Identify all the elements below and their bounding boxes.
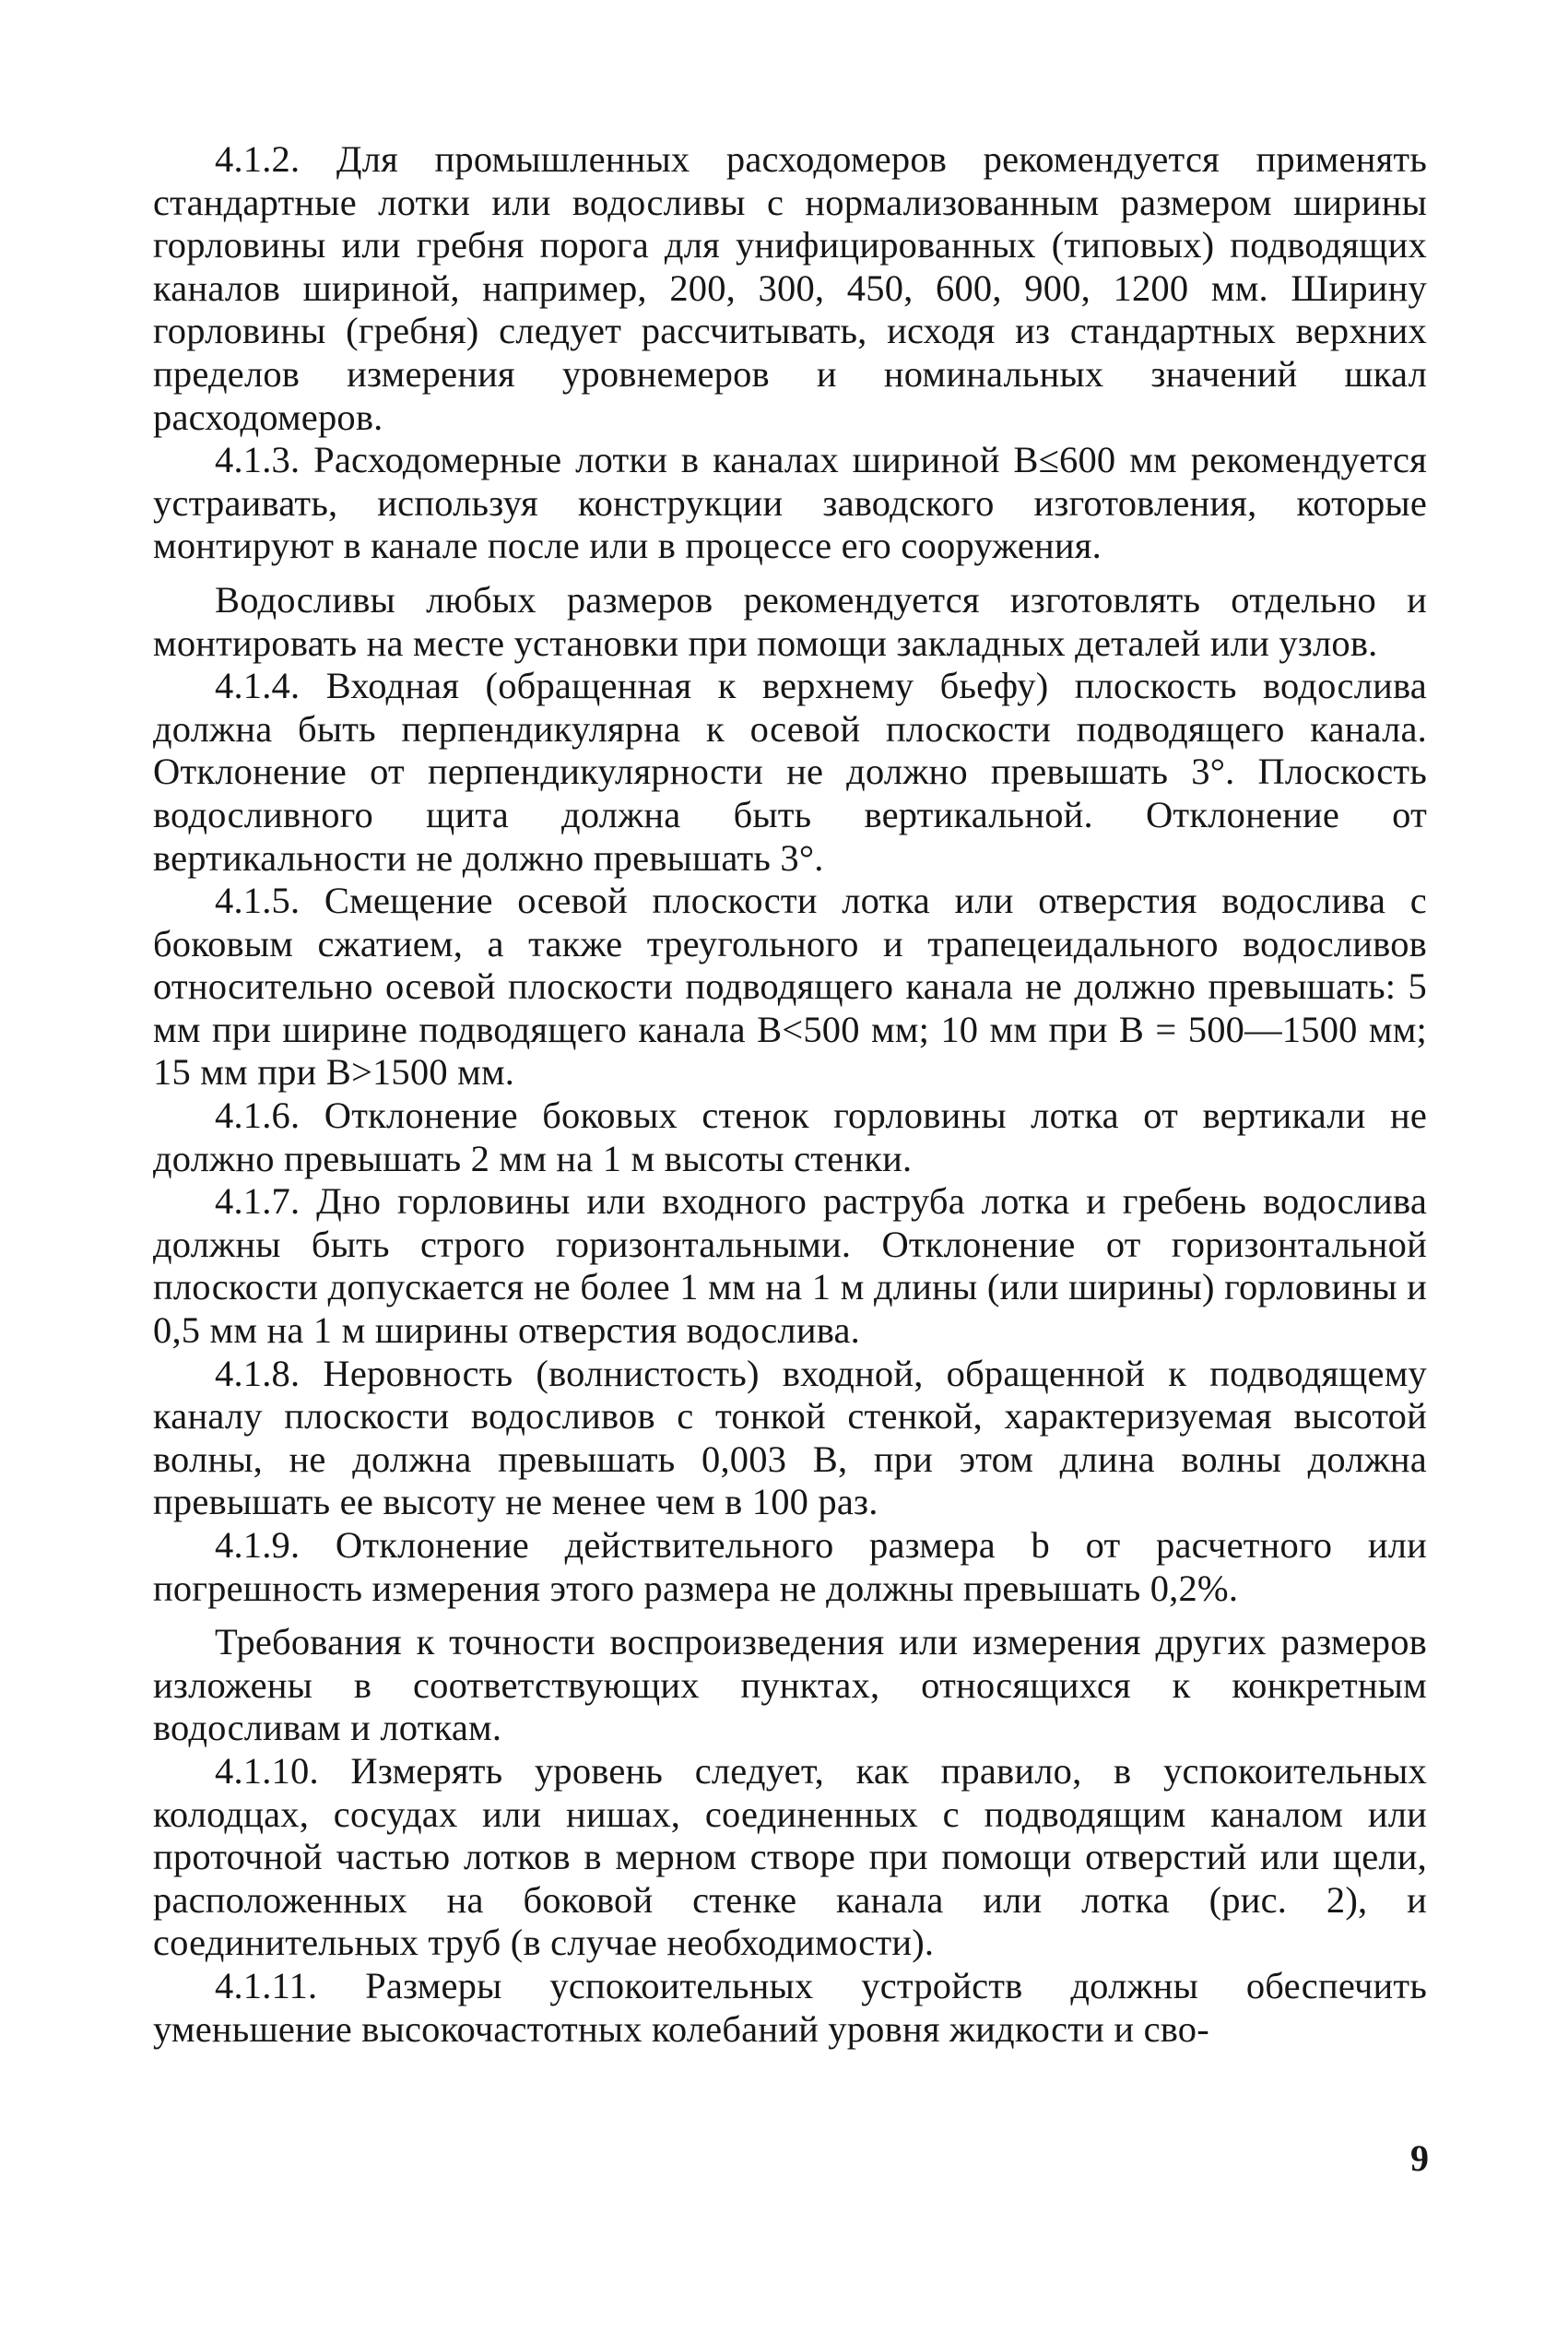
paragraph-4-1-5: 4.1.5. Смещение осевой плоскости лотка или отверстия водослива с боковым сжатием, а также треугольного и трапецеидального водосливов относительно осевой плоскости подводящего канала не должно превышать: 5 мм при ширине подводящего канала B<500 мм; 10 мм при B = 500—1500 мм; 15 мм при B>1500 мм. <box>153 880 1427 1094</box>
paragraph-4-1-2: 4.1.2. Для промышленных расходомеров рекомендуется применять стандартные лотки или водосливы с нормализованным размером ширины горловины или гребня порога для унифицированных (типовых) подводящих каналов шириной, например, 200, 300, 450, 600, 900, 1200 мм. Ширину горловины (гребня) следует рассчитывать, исходя из стандартных верхних пределов измерения уровнемеров и номинальных значений шкал расходомеров. <box>153 138 1427 438</box>
paragraph-4-1-3: 4.1.3. Расходомерные лотки в каналах шириной B≤600 мм рекомендуется устраивать, используя конструкции заводского изготовления, которые монтируют в канале после или в процессе его сооружения. <box>153 439 1427 567</box>
document-body <box>153 138 1427 2051</box>
paragraph-4-1-8: 4.1.8. Неровность (волнистость) входной, обращенной к подводящему каналу плоскости водосливов с тонкой стенкой, характеризуемая высотой волны, не должна превышать 0,003 B, при этом длина волны должна превышать ее высоту не менее чем в 100 раз. <box>153 1352 1427 1523</box>
paragraph-4-1-4: 4.1.4. Входная (обращенная к верхнему бьефу) плоскость водослива должна быть перпендикулярна к осевой плоскости подводящего канала. Отклонение от перпендикулярности не должно превышать 3°. Плоскость водосливного щита должна быть вертикальной. Отклонение от вертикальности не должно превышать 3°. <box>153 665 1427 879</box>
paragraph-weirs-manufacture: Водосливы любых размеров рекомендуется изготовлять отдельно и монтировать на месте установки при помощи закладных деталей или узлов. <box>153 578 1427 664</box>
paragraph-4-1-7: 4.1.7. Дно горловины или входного раструба лотка и гребень водослива должны быть строго горизонтальными. Отклонение от горизонтальной плоскости допускается не более 1 мм на 1 м длины (или ширины) горловины и 0,5 мм на 1 м ширины отверстия водослива. <box>153 1180 1427 1352</box>
page-number: 9 <box>1410 2137 1429 2179</box>
paragraph-4-1-10: 4.1.10. Измерять уровень следует, как правило, в успокоительных колодцах, сосудах или нишах, соединенных с подводящим каналом или проточной частью лотков в мерном створе при помощи отверстий или щели, расположенных на боковой стенке канала или лотка (рис. 2), и соединительных труб (в случае необходимости). <box>153 1749 1427 1964</box>
paragraph-4-1-9: 4.1.9. Отклонение действительного размера b от расчетного или погрешность измерения этого размера не должны превышать 0,2%. <box>153 1524 1427 1609</box>
paragraph-4-1-11: 4.1.11. Размеры успокоительных устройств должны обеспечить уменьшение высокочастотных колебаний уровня жидкости и сво- <box>153 1964 1427 2050</box>
paragraph-4-1-6: 4.1.6. Отклонение боковых стенок горловины лотка от вертикали не должно превышать 2 мм на 1 м высоты стенки. <box>153 1095 1427 1179</box>
paragraph-accuracy-requirements: Требования к точности воспроизведения или измерения других размеров изложены в соответствующих пунктах, относящихся к конкретным водосливам и лоткам. <box>153 1621 1427 1749</box>
